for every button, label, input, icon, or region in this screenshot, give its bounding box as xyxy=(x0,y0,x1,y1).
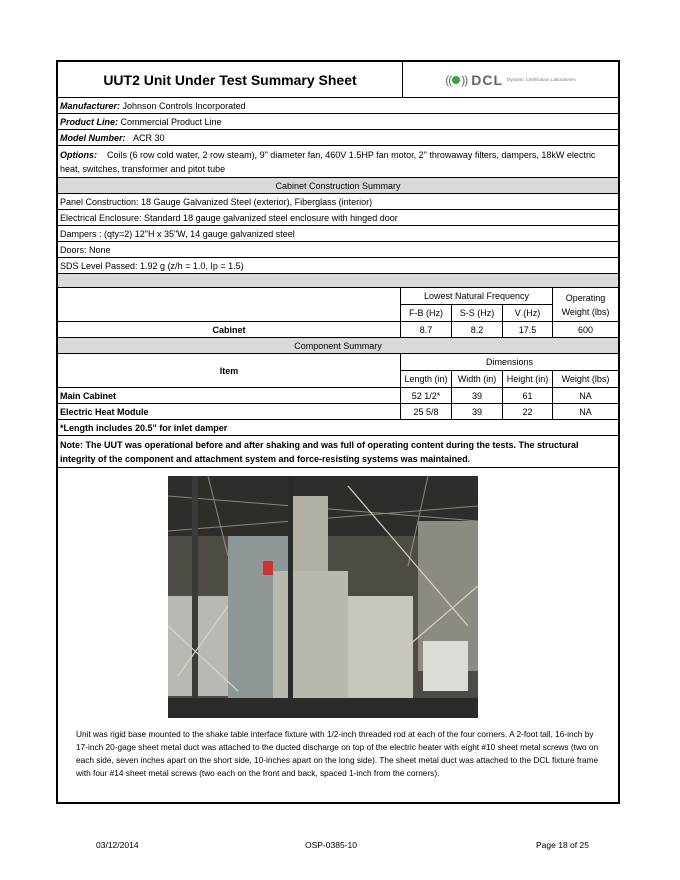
column-header-v: V (Hz) xyxy=(503,305,553,321)
frequency-data-row xyxy=(58,322,618,338)
operational-note: Note: The UUT was operational before and after shaking and was full of operating content during the tests. The structural integrity of the component and attachment system and force-resisting systems was maintained. xyxy=(60,440,579,464)
component-summary-heading-row xyxy=(58,338,618,354)
model-label: Model Number: xyxy=(60,132,126,143)
frequency-group-header: Lowest Natural Frequency xyxy=(401,288,553,305)
column-header-fb: F-B (Hz) xyxy=(401,305,452,321)
options-row xyxy=(58,146,618,178)
cabinet-line: Panel Construction: 18 Gauge Galvanized Steel (exterior), Fiberglass (interior) xyxy=(60,196,373,207)
cell-height: 61 xyxy=(503,388,553,403)
test-unit-photo-illustration xyxy=(168,476,478,718)
cell-width: 39 xyxy=(452,404,503,419)
cell-weight: NA xyxy=(579,390,592,401)
cell-length: 25 5/8 xyxy=(401,404,452,419)
frequency-header-row xyxy=(58,288,618,322)
logo-subtitle: Dynamic Certification Laboratories xyxy=(507,77,576,82)
manufacturer-row xyxy=(58,98,618,114)
test-unit-photo xyxy=(168,476,478,718)
note-row xyxy=(58,436,618,468)
footer-doc-number: OSP-0385-10 xyxy=(305,840,357,850)
cabinet-line: SDS Level Passed: 1.92 g (z/h = 1.0, Ip = 1.5) xyxy=(60,260,244,271)
options-value: Coils (6 row cold water, 2 row steam), 9" diameter fan, 460V 1.5HP fan motor, 2" throwaway filters, dampers, 18kW electric xyxy=(107,150,596,160)
length-footnote: *Length includes 20.5" for inlet damper xyxy=(60,422,228,433)
options-text xyxy=(60,148,614,176)
signal-rings-icon: (( )) xyxy=(445,72,468,87)
cabinet-line-row xyxy=(58,242,618,258)
cell-length: 52 1/2* xyxy=(401,388,452,403)
sheet-header xyxy=(58,62,618,98)
summary-sheet xyxy=(56,60,620,804)
item-header: Item xyxy=(58,354,401,387)
footnote-row xyxy=(58,420,618,436)
logo-text: DCL xyxy=(471,71,503,88)
cell-width: 39 xyxy=(452,388,503,403)
cabinet-line: Dampers : (qty=2) 12"H x 35"W, 14 gauge galvanized steel xyxy=(60,228,295,239)
column-header-length: Length (in) xyxy=(401,371,452,387)
footer-page: Page 18 of 25 xyxy=(536,840,589,850)
column-header-ss: S-S (Hz) xyxy=(452,305,503,321)
manufacturer-label: Manufacturer: xyxy=(60,100,121,111)
component-header-row xyxy=(58,354,618,388)
product-line-label: Product Line: xyxy=(60,116,118,127)
manufacturer-value: Johnson Controls Incorporated xyxy=(122,100,246,111)
options-value-2: heat, switches, transformer and pitot tube xyxy=(60,164,226,174)
column-header-width: Width (in) xyxy=(452,371,503,387)
column-header-weight: Operating Weight (lbs) xyxy=(561,292,610,317)
item-name: Main Cabinet xyxy=(58,388,401,403)
table-row xyxy=(58,404,618,420)
component-summary-heading: Component Summary xyxy=(294,340,382,351)
cell-v: 17.5 xyxy=(503,322,553,337)
cell-weight: NA xyxy=(579,406,592,417)
cell-fb: 8.7 xyxy=(401,322,452,337)
row-label-cabinet: Cabinet xyxy=(58,322,401,337)
column-header-comp-weight: Weight (lbs) xyxy=(561,374,610,384)
cell-height: 22 xyxy=(503,404,553,419)
cell-weight: 600 xyxy=(577,324,594,335)
product-line-row xyxy=(58,114,618,130)
dcl-logo xyxy=(403,62,618,97)
column-header-height: Height (in) xyxy=(503,371,553,387)
cabinet-summary-heading-row xyxy=(58,178,618,194)
product-line-value: Commercial Product Line xyxy=(120,116,222,127)
footer-date: 03/12/2014 xyxy=(96,840,139,850)
cabinet-line-row xyxy=(58,194,618,210)
test-description: Unit was rigid base mounted to the shake table interface fixture with 1/2-inch threaded rod at each of the four corners. A 2-foot tall, 16-inch by 17-inch 20-gage sheet metal duct was attached to the ducted discharge on top of the electric heater with eight #10 sheet metal screws (two on each side, seven inches apart on the short side, 10-inches apart on the long side). The sheet metal duct was attached to the DCL fixture frame with four #14 sheet metal screws (two each on the front and back, spaced 1-inch from the corners). xyxy=(76,729,599,778)
dimensions-header: Dimensions xyxy=(401,354,618,371)
spacer-row xyxy=(58,274,618,288)
model-value: ACR 30 xyxy=(133,132,165,143)
cabinet-line-row xyxy=(58,226,618,242)
cabinet-line: Electrical Enclosure: Standard 18 gauge galvanized steel enclosure with hinged door xyxy=(60,212,398,223)
table-row xyxy=(58,388,618,404)
cabinet-line-row xyxy=(58,258,618,274)
cabinet-line: Doors: None xyxy=(60,244,111,255)
cabinet-line-row xyxy=(58,210,618,226)
cell-ss: 8.2 xyxy=(452,322,503,337)
page-title: UUT2 Unit Under Test Summary Sheet xyxy=(58,62,403,97)
options-label: Options: xyxy=(60,150,97,160)
item-name: Electric Heat Module xyxy=(58,404,401,419)
cabinet-summary-heading: Cabinet Construction Summary xyxy=(275,180,401,191)
model-row xyxy=(58,130,618,146)
